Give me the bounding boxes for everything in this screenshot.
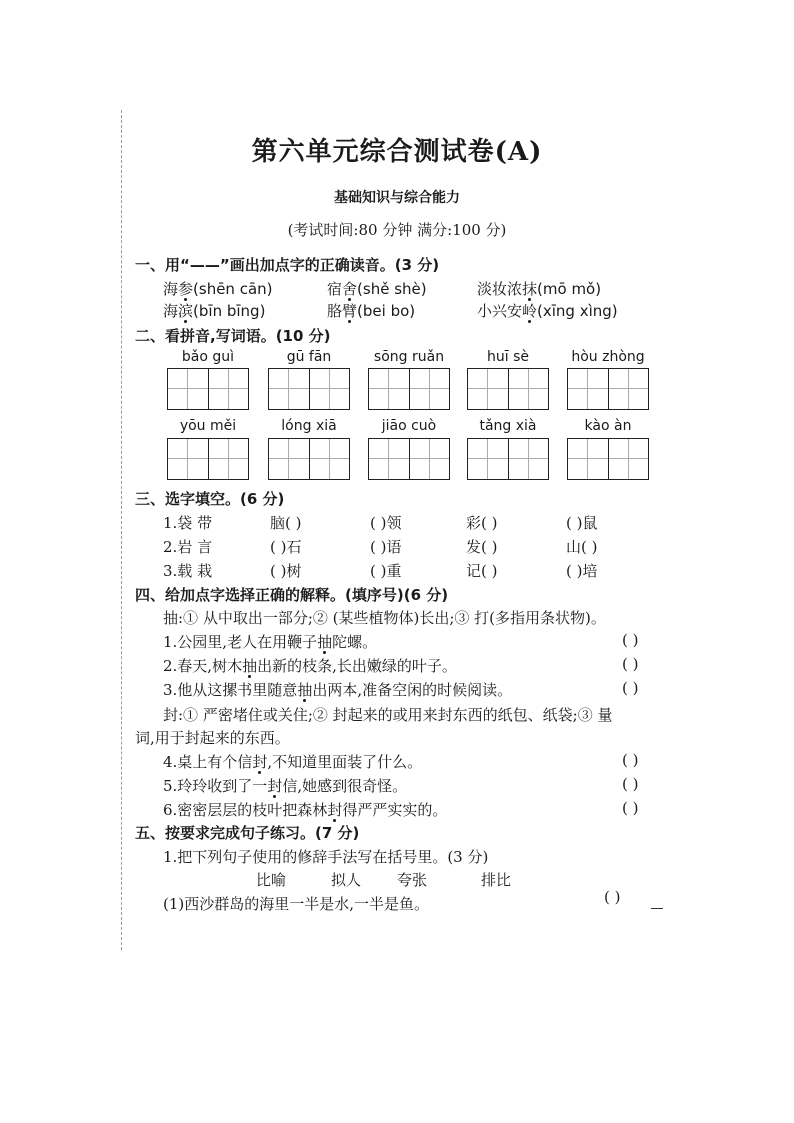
dotted-char: 岭 (522, 302, 538, 320)
s1-item: 宿舍(shě shè) (327, 280, 427, 298)
s4-question: 1.公园里,老人在用鞭子抽陀螺。 (163, 633, 378, 651)
answer-blank[interactable]: ( ) (622, 799, 639, 817)
writing-cell[interactable] (369, 369, 409, 409)
rhetoric-option: 比喻 (256, 871, 287, 889)
answer-blank[interactable]: ( ) (622, 751, 639, 769)
pinyin-label: sōng ruǎn (373, 349, 445, 365)
dotted-char: 抽 (297, 681, 313, 699)
s3-blank[interactable]: 发( ) (466, 538, 498, 556)
answer-blank[interactable]: ( ) (622, 631, 639, 649)
writing-cell[interactable] (608, 439, 648, 479)
s4-question: 6.密密层层的枝叶把森林封得严严实实的。 (163, 801, 448, 819)
s1-item: 海参(shēn cān) (163, 280, 273, 298)
s3-row-label: 3.载 栽 (163, 562, 213, 580)
writing-grid[interactable] (467, 368, 549, 410)
writing-cell[interactable] (208, 369, 248, 409)
answer-blank[interactable]: ( ) (622, 775, 639, 793)
pinyin-label: yōu měi (179, 418, 237, 434)
section-4-heading: 四、给加点字选择正确的解释。(填序号)(6 分) (135, 586, 449, 604)
writing-cell[interactable] (309, 369, 349, 409)
s4-question: 4.桌上有个信封,不知道里面装了什么。 (163, 753, 423, 771)
writing-grid[interactable] (567, 368, 649, 410)
pinyin-label: lóng xiā (281, 418, 337, 434)
s4-question: 2.春天,树木抽出新的枝条,长出嫩绿的叶子。 (163, 657, 457, 675)
writing-cell[interactable] (168, 439, 208, 479)
pinyin-label: kào àn (584, 418, 632, 434)
s4-question: 3.他从这摞书里随意抽出两本,准备空闲的时候阅读。 (163, 681, 513, 699)
s3-blank[interactable]: ( )树 (270, 562, 302, 580)
pinyin-label: bǎo guì (181, 349, 235, 365)
exam-info: (考试时间:80 分钟 满分:100 分) (287, 221, 507, 239)
s5-question-1: 1.把下列句子使用的修辞手法写在括号里。(3 分) (163, 848, 489, 866)
writing-grid[interactable] (368, 438, 450, 480)
s3-blank[interactable]: ( )语 (370, 538, 402, 556)
writing-cell[interactable] (468, 369, 508, 409)
rhetoric-option: 夸张 (397, 871, 428, 889)
writing-grid[interactable] (467, 438, 549, 480)
dotted-char: 封 (252, 753, 268, 771)
writing-grid[interactable] (167, 368, 249, 410)
dotted-char: 参 (178, 280, 194, 298)
dotted-char: 抽 (317, 633, 333, 651)
writing-cell[interactable] (208, 439, 248, 479)
s3-blank[interactable]: ( )鼠 (566, 514, 598, 532)
s3-row-label: 2.岩 言 (163, 538, 213, 556)
writing-grid[interactable] (368, 368, 450, 410)
page-title: 第六单元综合测试卷(A) (251, 137, 543, 167)
writing-cell[interactable] (369, 439, 409, 479)
dotted-char: 滨 (178, 302, 194, 320)
s1-item: 小兴安岭(xīng xìng) (477, 302, 618, 320)
s3-blank[interactable]: ( )领 (370, 514, 402, 532)
writing-cell[interactable] (608, 369, 648, 409)
s4-question: 5.玲玲收到了一封信,她感到很奇怪。 (163, 777, 408, 795)
writing-cell[interactable] (409, 439, 449, 479)
writing-cell[interactable] (309, 439, 349, 479)
writing-grid[interactable] (167, 438, 249, 480)
section-2-heading: 二、看拼音,写词语。(10 分) (135, 327, 331, 345)
s3-blank[interactable]: ( )培 (566, 562, 598, 580)
section-1-heading: 一、用“——”画出加点字的正确读音。(3 分) (135, 256, 440, 274)
s1-item: 胳臂(bei bo) (327, 302, 416, 320)
writing-cell[interactable] (269, 439, 309, 479)
s1-item: 淡妆浓抹(mō mǒ) (477, 280, 602, 298)
definition-chou: 抽:① 从中取出一部分;② (某些植物体)长出;③ 打(多指用条状物)。 (163, 609, 606, 627)
answer-blank[interactable]: ( ) (622, 679, 639, 697)
writing-cell[interactable] (568, 439, 608, 479)
writing-grid[interactable] (567, 438, 649, 480)
writing-cell[interactable] (168, 369, 208, 409)
dotted-char: 封 (267, 777, 283, 795)
s3-blank[interactable]: 脑( ) (270, 514, 302, 532)
pinyin-label: hòu zhòng (571, 349, 645, 365)
definition-feng-line2: 词,用于封起来的东西。 (135, 729, 290, 747)
pinyin-label: jiāo cuò (381, 418, 437, 434)
section-3-heading: 三、选字填空。(6 分) (135, 490, 285, 508)
dotted-char: 封 (327, 801, 343, 819)
writing-grid[interactable] (268, 438, 350, 480)
writing-cell[interactable] (409, 369, 449, 409)
rhetoric-option: 拟人 (331, 871, 362, 889)
answer-blank[interactable]: ( ) (622, 655, 639, 673)
s3-blank[interactable]: ( )石 (270, 538, 302, 556)
pinyin-label: gū fān (286, 349, 332, 365)
section-5-heading: 五、按要求完成句子练习。(7 分) (135, 824, 360, 842)
page-subtitle: 基础知识与综合能力 (334, 190, 460, 206)
writing-cell[interactable] (508, 369, 548, 409)
answer-blank[interactable]: ( ) (604, 888, 621, 906)
writing-cell[interactable] (269, 369, 309, 409)
dotted-char: 臂 (342, 302, 358, 320)
dotted-char: 抽 (242, 657, 258, 675)
writing-cell[interactable] (508, 439, 548, 479)
s3-row-label: 1.袋 带 (163, 514, 213, 532)
writing-grid[interactable] (268, 368, 350, 410)
s3-blank[interactable]: 山( ) (566, 538, 598, 556)
writing-cell[interactable] (568, 369, 608, 409)
pinyin-label: huī sè (487, 349, 529, 365)
dotted-char: 抹 (522, 280, 538, 298)
s3-blank[interactable]: 彩( ) (466, 514, 498, 532)
pinyin-label: tǎng xià (479, 418, 537, 434)
s5-sentence-1: (1)西沙群岛的海里一半是水,一半是鱼。 (163, 895, 430, 913)
s3-blank[interactable]: 记( ) (466, 562, 498, 580)
page-number-dash (651, 908, 663, 909)
s1-item: 海滨(bīn bīng) (163, 302, 266, 320)
writing-cell[interactable] (468, 439, 508, 479)
rhetoric-option: 排比 (481, 871, 512, 889)
definition-feng-line1: 封:① 严密堵住或关住;② 封起来的或用来封东西的纸包、纸袋;③ 量 (163, 706, 613, 724)
dotted-char: 舍 (342, 280, 358, 298)
s3-blank[interactable]: ( )重 (370, 562, 402, 580)
